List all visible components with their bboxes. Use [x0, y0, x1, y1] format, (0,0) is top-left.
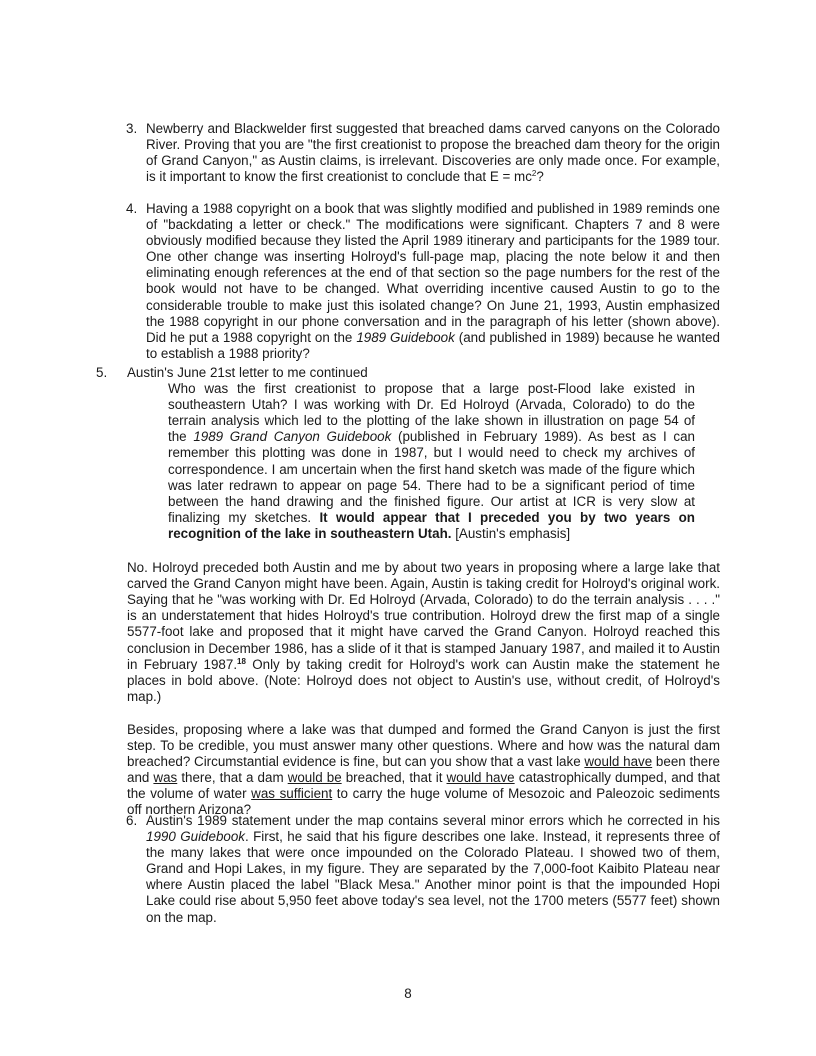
list-item-6 — [146, 813, 720, 926]
paragraph: Austin's 1989 statement under the map contains several minor errors which he corrected in his 1990 Guidebook. First, he said that his figure describes one lake. Instead, it represents three of the many lakes that were once impounded on the Colorado Plateau. I showed two of them, Grand and Hopi Lakes, in my figure. They are separated by the 7,000-foot Kaibito Plateau near where Austin placed the label "Black Mesa." Another minor point is that the impounded Hopi Lake could rise about 5,950 feet above today's sea level, not the 1700 meters (5577 feet) shown on the map. — [146, 813, 720, 925]
page-number: 8 — [404, 986, 412, 1001]
list-item-3 — [146, 121, 720, 185]
list-number: 4. — [126, 201, 138, 216]
paragraph: Newberry and Blackwelder first suggested that breached dams carved canyons on the Colorado River. Proving that you are "the first creationist to propose the breached dam theory for the origin of Grand Canyon," as Austin claims, is irrelevant. Discoveries are only made once. For example, is it important to know the first creationist to conclude that $E = mc^2$? — [146, 121, 720, 185]
list-number: 6. — [126, 813, 138, 828]
list-item-4 — [146, 201, 720, 362]
list-item-5 — [127, 365, 720, 818]
list-number: 5. — [96, 365, 108, 380]
list-number: 3. — [126, 121, 138, 136]
paragraph: Having a 1988 copyright on a book that was slightly modified and published in 1989 reminds one of "backdating a letter or check." The modifications were significant. Chapters 7 and 8 were obviously modified because they listed the April 1989 itinerary and participants for the 1989 tour. One other change was inserting Holroyd's full-page map, placing the note below it and then eliminating enough references at the end of that section so the page numbers for the rest of the book would not have to be changed. What overriding incentive caused Austin to go to the considerable trouble to make just this isolated change? On June 21, 1993, Austin emphasized the 1988 copyright in our phone conversation and in the paragraph of his letter (shown above). Did he put a 1988 copyright on the 1989 Guidebook (and published in 1989) because he wanted to establish a 1988 priority? — [146, 201, 720, 361]
response-paragraph: Besides, proposing where a lake was that dumped and formed the Grand Canyon is just the first step. To be credible, you must answer many other questions. Where and how was the natural dam breached? Circumstantial evidence is fine, but can you show that a vast lake would have been there and was there, that a dam would be breached, that it would have catastrophically dumped, and that the volume of water was sufficient to carry the huge volume of Mesozoic and Paleozoic sediments off northern Arizona? — [127, 721, 720, 818]
response-paragraph: No. Holroyd preceded both Austin and me by about two years in proposing where a large lake that carved the Grand Canyon might have been. Again, Austin is taking credit for Holroyd's original work. Saying that he "was working with Dr. Ed Holroyd (Arvada, Colorado) to do the terrain analysis . . . ." is an understatement that hides Holroyd's true contribution. Holroyd drew the first map of a single 5577-foot lake and proposed that it might have carved the Grand Canyon. Holroyd reached this conclusion in December 1986, has a slide of it that is stamped January 1987, and mailed it to Austin in February 1987.18 Only by taking credit for Holroyd's work can Austin make the statement he places in bold above. (Note: Holroyd does not object to Austin's use, without credit, of Holroyd's map.) — [127, 560, 720, 704]
item-heading: Austin's June 21st letter to me continued — [127, 365, 368, 380]
block-quote: Who was the first creationist to propose that a large post-Flood lake existed in southeastern Utah? I was working with Dr. Ed Holroyd (Arvada, Colorado) to do the terrain analysis which led to the plotting of the lake shown in illustration on page 54 of the 1989 Grand Canyon Guidebook (published in February 1989). As best as I can remember this plotting was done in 1987, but I would need to check my archives of correspondence. I am uncertain when the first hand sketch was made of the figure which was later redrawn to appear on page 54. There had to be a significant period of time between the hand drawing and the finished figure. Our artist at ICR is very slow at finalizing my sketches. It would appear that I preceded you by two years on recognition of the lake in southeastern Utah. [Austin's emphasis] — [168, 381, 695, 541]
